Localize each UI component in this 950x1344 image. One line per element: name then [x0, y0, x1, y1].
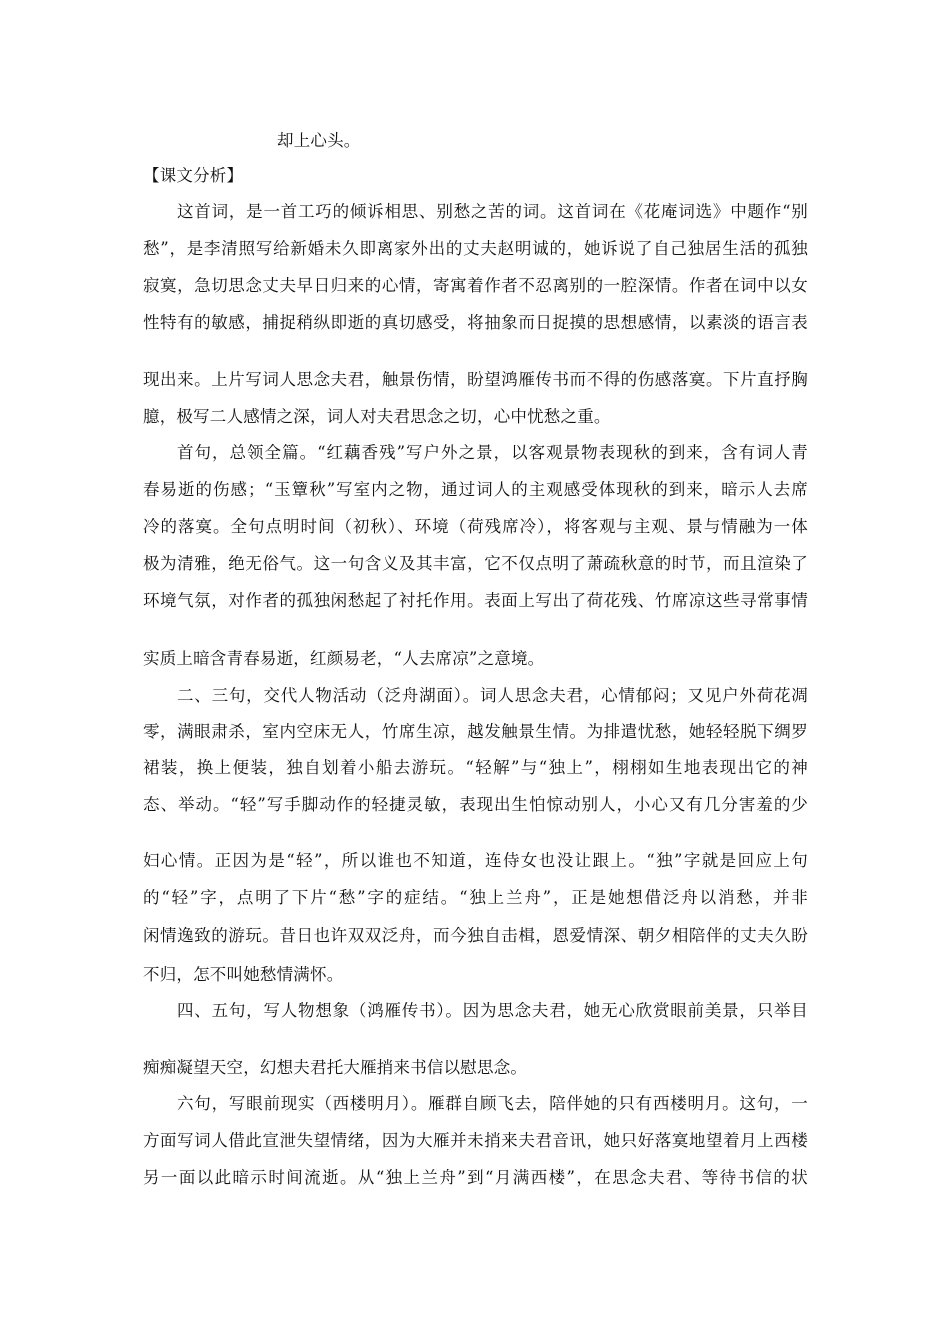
paragraph-line: 愁”，是李清照写给新婚未久即离家外出的丈夫赵明诚的，她诉说了自己独居生活的孤独 [143, 239, 808, 258]
paragraph-line: 环境气氛，对作者的孤独闲愁起了衬托作用。表面上写出了荷花残、竹席凉这些寻常事情 [143, 591, 808, 610]
paragraph-line: 冷的落寞。全句点明时间（初秋）、环境（荷残席冷），将客观与主观、景与情融为一体 [143, 517, 808, 536]
paragraph-line: 寂寞，急切思念丈夫早日归来的心情，寄寓着作者不忍离别的一腔深情。作者在词中以女 [143, 276, 808, 295]
section-heading: 【课文分析】 [143, 166, 244, 185]
paragraph-line: 二、三句，交代人物活动（泛舟湖面）。词人思念夫君，心情郁闷；又见户外荷花凋 [177, 686, 808, 705]
paragraph-line: 首句，总领全篇。“红藕香残”写户外之景，以客观景物表现秋的到来，含有词人青 [177, 443, 808, 462]
previous-text-tail: 却上心头。 [277, 131, 361, 150]
paragraph-line: 另一面以此暗示时间流逝。从“独上兰舟”到“月满西楼”，在思念夫君、等待书信的状 [143, 1168, 808, 1187]
paragraph-line: 臆，极写二人感情之深，词人对夫君思念之切，心中忧愁之重。 [143, 407, 611, 426]
paragraph-line: 四、五句，写人物想象（鸿雁传书）。因为思念夫君，她无心欣赏眼前美景，只举目 [177, 1001, 808, 1020]
paragraph-line: 极为清雅，绝无俗气。这一句含义及其丰富，它不仅点明了萧疏秋意的时节，而且渲染了 [143, 554, 808, 573]
paragraph-line: 闲情逸致的游玩。昔日也许双双泛舟，而今独自击楫，恩爱情深、朝夕相陪伴的丈夫久盼 [143, 926, 808, 945]
paragraph-line: 裙装，换上便装，独自划着小船去游玩。“轻解”与“独上”，栩栩如生地表现出它的神 [143, 758, 808, 777]
paragraph-line: 实质上暗含青春易逝，红颜易老，“人去席凉”之意境。 [143, 649, 545, 668]
paragraph-line: 这首词，是一首工巧的倾诉相思、别愁之苦的词。这首词在《花庵词选》中题作“别 [177, 202, 808, 221]
paragraph-line: 方面写词人借此宣泄失望情绪，因为大雁并未捎来夫君音讯，她只好落寞地望着月上西楼 [143, 1131, 808, 1150]
paragraph-line: 现出来。上片写词人思念夫君，触景伤情，盼望鸿雁传书而不得的伤感落寞。下片直抒胸 [143, 370, 808, 389]
paragraph-line: 的“轻”字，点明了下片“愁”字的症结。“独上兰舟”，正是她想借泛舟以消愁，并非 [143, 888, 808, 907]
paragraph-line: 痴痴凝望天空，幻想夫君托大雁捎来书信以慰思念。 [143, 1058, 528, 1077]
paragraph-line: 不归，怎不叫她愁情满怀。 [143, 965, 344, 984]
paragraph-line: 性特有的敏感，捕捉稍纵即逝的真切感受，将抽象而日捉摸的思想感情，以素淡的语言表 [143, 313, 808, 332]
paragraph-line: 妇心情。正因为是“轻”，所以谁也不知道，连侍女也没让跟上。“独”字就是回应上句 [143, 851, 808, 870]
paragraph-line: 零，满眼肃杀，室内空床无人，竹席生凉，越发触景生情。为排遣忧愁，她轻轻脱下绸罗 [143, 722, 808, 741]
paragraph-line: 态、举动。“轻”写手脚动作的轻捷灵敏，表现出生怕惊动别人，小心又有几分害羞的少 [143, 795, 808, 814]
paragraph-line: 六句，写眼前现实（西楼明月）。雁群自顾飞去，陪伴她的只有西楼明月。这句，一 [177, 1094, 808, 1113]
paragraph-line: 春易逝的伤感；“玉簟秋”写室内之物，通过词人的主观感受体现秋的到来，暗示人去席 [143, 480, 808, 499]
